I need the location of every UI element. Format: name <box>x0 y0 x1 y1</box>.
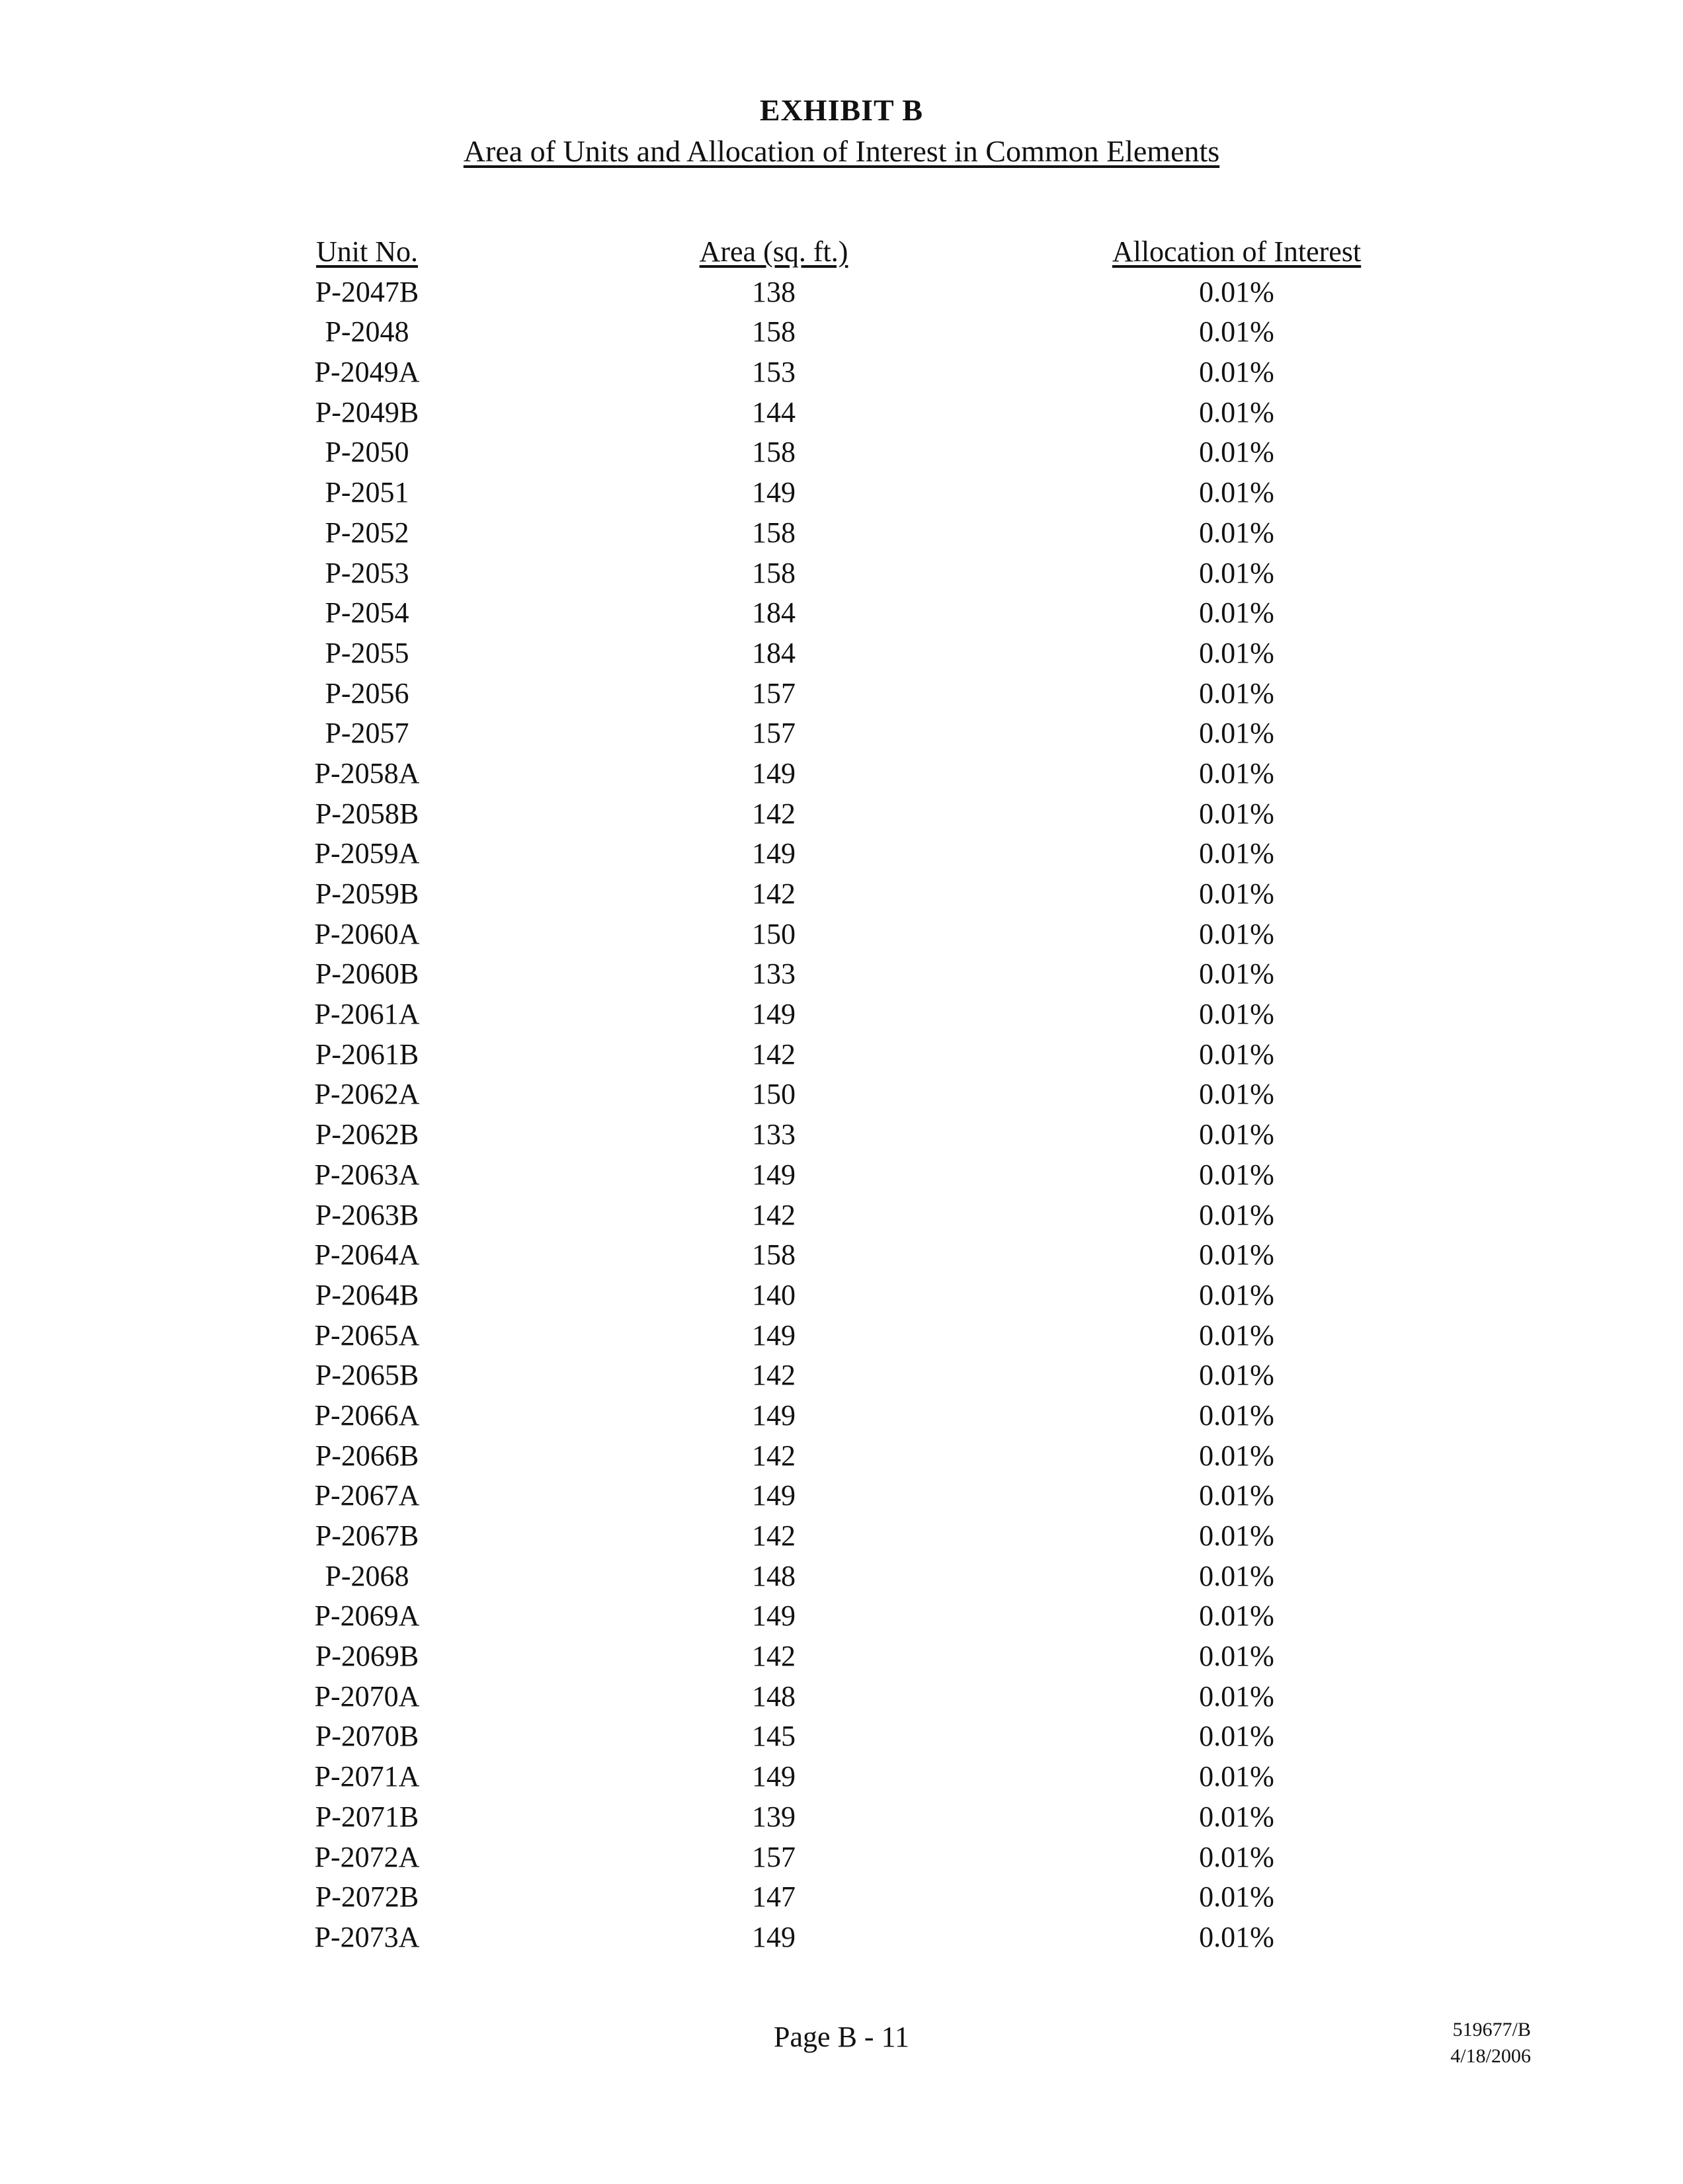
table-row <box>0 1639 1683 1679</box>
table-row <box>0 1759 1683 1800</box>
area-cell: 142 <box>752 1640 796 1673</box>
allocation-cell: 0.01% <box>1199 1439 1274 1472</box>
table-row <box>0 1679 1683 1720</box>
allocation-cell: 0.01% <box>1199 1640 1274 1673</box>
table-row <box>0 395 1683 436</box>
table-body <box>0 275 1683 1961</box>
allocation-cell: 0.01% <box>1199 797 1274 830</box>
unit-cell: P-2065B <box>315 1359 419 1392</box>
table-row <box>0 1439 1683 1479</box>
area-cell: 158 <box>752 516 796 549</box>
allocation-cell: 0.01% <box>1199 1398 1274 1432</box>
unit-cell: P-2063A <box>314 1158 420 1191</box>
unit-cell: P-2064A <box>314 1238 420 1272</box>
table-row <box>0 1920 1683 1961</box>
table-row <box>0 1519 1683 1559</box>
table-row <box>0 355 1683 395</box>
area-cell: 145 <box>752 1720 796 1753</box>
area-cell: 147 <box>752 1881 796 1914</box>
allocation-cell: 0.01% <box>1199 1800 1274 1833</box>
document-id: 519677/B <box>1452 2019 1531 2041</box>
allocation-cell: 0.01% <box>1199 1840 1274 1873</box>
area-cell: 144 <box>752 395 796 428</box>
area-cell: 153 <box>752 356 796 389</box>
allocation-cell: 0.01% <box>1199 1519 1274 1552</box>
area-cell: 142 <box>752 1198 796 1231</box>
unit-cell: P-2062B <box>315 1118 419 1151</box>
unit-cell: P-2054 <box>325 596 409 629</box>
table-row <box>0 1840 1683 1881</box>
area-cell: 142 <box>752 1519 796 1552</box>
unit-cell: P-2061B <box>315 1037 419 1071</box>
unit-cell: P-2060A <box>314 917 420 950</box>
area-cell: 142 <box>752 1037 796 1071</box>
area-cell: 149 <box>752 1318 796 1352</box>
unit-cell: P-2062A <box>314 1078 420 1111</box>
table-row <box>0 917 1683 957</box>
area-cell: 149 <box>752 756 796 789</box>
area-cell: 158 <box>752 556 796 589</box>
area-cell: 149 <box>752 998 796 1031</box>
unit-cell: P-2056 <box>325 676 409 709</box>
unit-cell: P-2055 <box>325 636 409 669</box>
allocation-cell: 0.01% <box>1199 636 1274 669</box>
table-row <box>0 1880 1683 1920</box>
unit-cell: P-2059B <box>315 877 419 910</box>
allocation-cell: 0.01% <box>1199 556 1274 589</box>
table-row <box>0 1278 1683 1318</box>
area-cell: 149 <box>752 837 796 870</box>
table-row <box>0 275 1683 315</box>
unit-cell: P-2072B <box>315 1881 419 1914</box>
unit-cell: P-2069A <box>314 1599 420 1633</box>
allocation-cell: 0.01% <box>1199 1278 1274 1311</box>
page-number: Page B - 11 <box>774 2021 909 2053</box>
table-row <box>0 797 1683 837</box>
unit-cell: P-2058B <box>315 797 419 830</box>
column-header-unit: Unit No. <box>316 235 418 268</box>
allocation-cell: 0.01% <box>1199 596 1274 629</box>
unit-cell: P-2058A <box>314 756 420 789</box>
exhibit-subtitle: Area of Units and Allocation of Interest in Common Elements <box>463 134 1220 168</box>
unit-cell: P-2049A <box>314 356 420 389</box>
unit-cell: P-2051 <box>325 476 409 509</box>
table-row <box>0 676 1683 717</box>
table-row <box>0 596 1683 636</box>
unit-cell: P-2057 <box>325 717 409 750</box>
area-cell: 139 <box>752 1800 796 1833</box>
allocation-cell: 0.01% <box>1199 1479 1274 1512</box>
allocation-cell: 0.01% <box>1199 998 1274 1031</box>
allocation-cell: 0.01% <box>1199 436 1274 469</box>
unit-cell: P-2071B <box>315 1800 419 1833</box>
allocation-cell: 0.01% <box>1199 877 1274 910</box>
area-cell: 149 <box>752 1398 796 1432</box>
area-cell: 184 <box>752 636 796 669</box>
allocation-cell: 0.01% <box>1199 1679 1274 1713</box>
area-cell: 133 <box>752 957 796 991</box>
allocation-cell: 0.01% <box>1199 275 1274 308</box>
unit-cell: P-2061A <box>314 998 420 1031</box>
exhibit-title: EXHIBIT B <box>759 93 924 127</box>
allocation-cell: 0.01% <box>1199 1760 1274 1793</box>
allocation-cell: 0.01% <box>1199 1037 1274 1071</box>
allocation-cell: 0.01% <box>1199 957 1274 991</box>
unit-cell: P-2059A <box>314 837 420 870</box>
allocation-cell: 0.01% <box>1199 516 1274 549</box>
unit-cell: P-2068 <box>325 1559 409 1592</box>
table-row <box>0 1358 1683 1398</box>
area-cell: 149 <box>752 1599 796 1633</box>
table-row <box>0 877 1683 917</box>
unit-cell: P-2048 <box>325 315 409 348</box>
allocation-cell: 0.01% <box>1199 356 1274 389</box>
allocation-table <box>0 235 1683 1961</box>
area-cell: 150 <box>752 1078 796 1111</box>
area-cell: 148 <box>752 1559 796 1592</box>
allocation-cell: 0.01% <box>1199 395 1274 428</box>
area-cell: 149 <box>752 1760 796 1793</box>
unit-cell: P-2071A <box>314 1760 420 1793</box>
area-cell: 157 <box>752 717 796 750</box>
table-row <box>0 836 1683 877</box>
unit-cell: P-2066B <box>315 1439 419 1472</box>
area-cell: 184 <box>752 596 796 629</box>
allocation-cell: 0.01% <box>1199 1158 1274 1191</box>
table-row <box>0 997 1683 1037</box>
unit-cell: P-2049B <box>315 395 419 428</box>
unit-cell: P-2066A <box>314 1398 420 1432</box>
area-cell: 149 <box>752 476 796 509</box>
unit-cell: P-2065A <box>314 1318 420 1352</box>
allocation-cell: 0.01% <box>1199 837 1274 870</box>
document-date: 4/18/2006 <box>1450 2045 1531 2067</box>
table-row <box>0 1077 1683 1117</box>
area-cell: 158 <box>752 1238 796 1272</box>
area-cell: 142 <box>752 877 796 910</box>
allocation-cell: 0.01% <box>1199 1318 1274 1352</box>
table-row <box>0 1238 1683 1278</box>
allocation-cell: 0.01% <box>1199 756 1274 789</box>
table-row <box>0 1318 1683 1359</box>
table-row <box>0 756 1683 797</box>
allocation-cell: 0.01% <box>1199 1118 1274 1151</box>
unit-cell: P-2047B <box>315 275 419 308</box>
table-row <box>0 1398 1683 1439</box>
table-row <box>0 475 1683 516</box>
area-cell: 150 <box>752 917 796 950</box>
allocation-cell: 0.01% <box>1199 476 1274 509</box>
unit-cell: P-2067A <box>314 1479 420 1512</box>
area-cell: 149 <box>752 1158 796 1191</box>
allocation-cell: 0.01% <box>1199 315 1274 348</box>
unit-cell: P-2050 <box>325 436 409 469</box>
table-row <box>0 1478 1683 1519</box>
table-row <box>0 435 1683 475</box>
unit-cell: P-2073A <box>314 1920 420 1953</box>
area-cell: 142 <box>752 1359 796 1392</box>
table-row <box>0 1599 1683 1639</box>
document-reference <box>1450 2017 1531 2070</box>
unit-cell: P-2069B <box>315 1640 419 1673</box>
area-cell: 157 <box>752 676 796 709</box>
unit-cell: P-2052 <box>325 516 409 549</box>
area-cell: 149 <box>752 1479 796 1512</box>
area-cell: 142 <box>752 797 796 830</box>
table-row <box>0 957 1683 997</box>
table-row <box>0 1800 1683 1840</box>
table-row <box>0 716 1683 756</box>
table-row <box>0 556 1683 596</box>
table-row <box>0 516 1683 556</box>
unit-cell: P-2072A <box>314 1840 420 1873</box>
table-row <box>0 1559 1683 1599</box>
allocation-cell: 0.01% <box>1199 1599 1274 1633</box>
table-row <box>0 636 1683 676</box>
allocation-cell: 0.01% <box>1199 676 1274 709</box>
allocation-cell: 0.01% <box>1199 1720 1274 1753</box>
unit-cell: P-2070B <box>315 1720 419 1753</box>
table-row <box>0 1117 1683 1158</box>
unit-cell: P-2060B <box>315 957 419 991</box>
column-header-area: Area (sq. ft.) <box>699 235 848 268</box>
area-cell: 142 <box>752 1439 796 1472</box>
area-cell: 133 <box>752 1118 796 1151</box>
allocation-cell: 0.01% <box>1199 1078 1274 1111</box>
unit-cell: P-2070A <box>314 1679 420 1713</box>
area-cell: 148 <box>752 1679 796 1713</box>
allocation-cell: 0.01% <box>1199 717 1274 750</box>
area-cell: 140 <box>752 1278 796 1311</box>
area-cell: 149 <box>752 1920 796 1953</box>
table-row <box>0 1158 1683 1198</box>
area-cell: 158 <box>752 315 796 348</box>
allocation-cell: 0.01% <box>1199 1238 1274 1272</box>
allocation-cell: 0.01% <box>1199 1881 1274 1914</box>
allocation-cell: 0.01% <box>1199 1359 1274 1392</box>
table-row <box>0 1198 1683 1238</box>
area-cell: 158 <box>752 436 796 469</box>
unit-cell: P-2053 <box>325 556 409 589</box>
table-header-row <box>0 235 1683 275</box>
area-cell: 138 <box>752 275 796 308</box>
table-row <box>0 315 1683 355</box>
unit-cell: P-2067B <box>315 1519 419 1552</box>
allocation-cell: 0.01% <box>1199 1920 1274 1953</box>
unit-cell: P-2063B <box>315 1198 419 1231</box>
column-header-allocation: Allocation of Interest <box>1112 235 1362 268</box>
allocation-cell: 0.01% <box>1199 1559 1274 1592</box>
allocation-cell: 0.01% <box>1199 917 1274 950</box>
table-row <box>0 1719 1683 1759</box>
area-cell: 157 <box>752 1840 796 1873</box>
allocation-cell: 0.01% <box>1199 1198 1274 1231</box>
table-row <box>0 1037 1683 1078</box>
unit-cell: P-2064B <box>315 1278 419 1311</box>
